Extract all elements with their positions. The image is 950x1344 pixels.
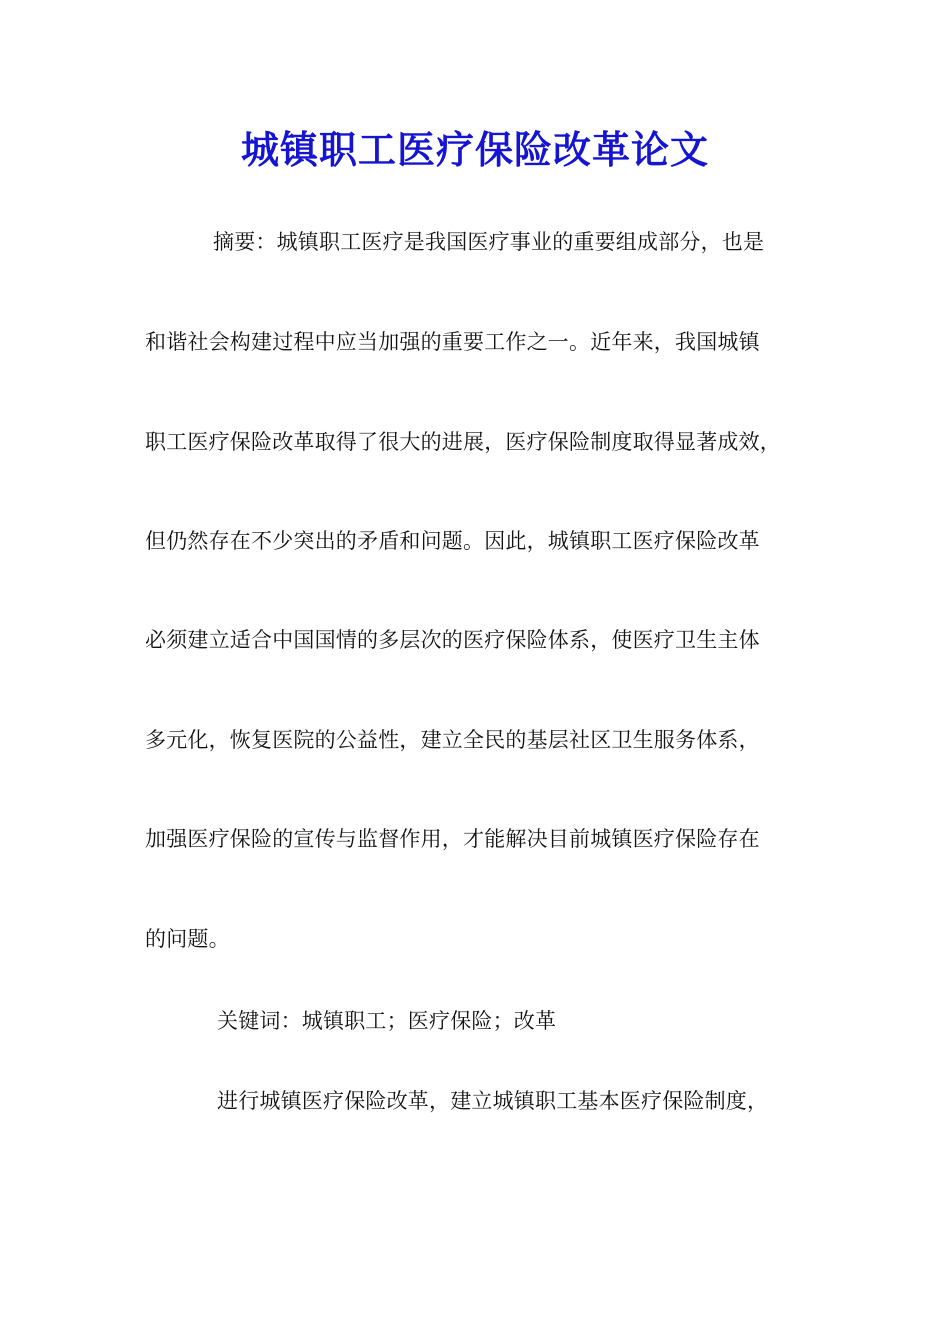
abstract-line-8: 的问题。 bbox=[145, 927, 230, 951]
abstract-line-6: 多元化，恢复医院的公益性，建立全民的基层社区卫生服务体系， bbox=[145, 728, 760, 752]
abstract-line-1: 摘要：城镇职工医疗是我国医疗事业的重要组成部分，也是 bbox=[213, 230, 765, 254]
abstract-line-3: 职工医疗保险改革取得了很大的进展，医疗保险制度取得显著成效， bbox=[145, 430, 781, 454]
abstract-line-4: 但仍然存在不少突出的矛盾和问题。因此，城镇职工医疗保险改革 bbox=[145, 529, 760, 553]
keywords-line: 关键词：城镇职工；医疗保险；改革 bbox=[217, 1009, 557, 1033]
abstract-line-2: 和谐社会构建过程中应当加强的重要工作之一。近年来，我国城镇 bbox=[145, 330, 760, 354]
abstract-line-7: 加强医疗保险的宣传与监督作用，才能解决目前城镇医疗保险存在 bbox=[145, 827, 760, 851]
body-paragraph-line-1: 进行城镇医疗保险改革，建立城镇职工基本医疗保险制度， bbox=[217, 1089, 769, 1113]
document-title: 城镇职工医疗保险改革论文 bbox=[240, 127, 709, 172]
abstract-line-5: 必须建立适合中国国情的多层次的医疗保险体系，使医疗卫生主体 bbox=[145, 628, 760, 652]
